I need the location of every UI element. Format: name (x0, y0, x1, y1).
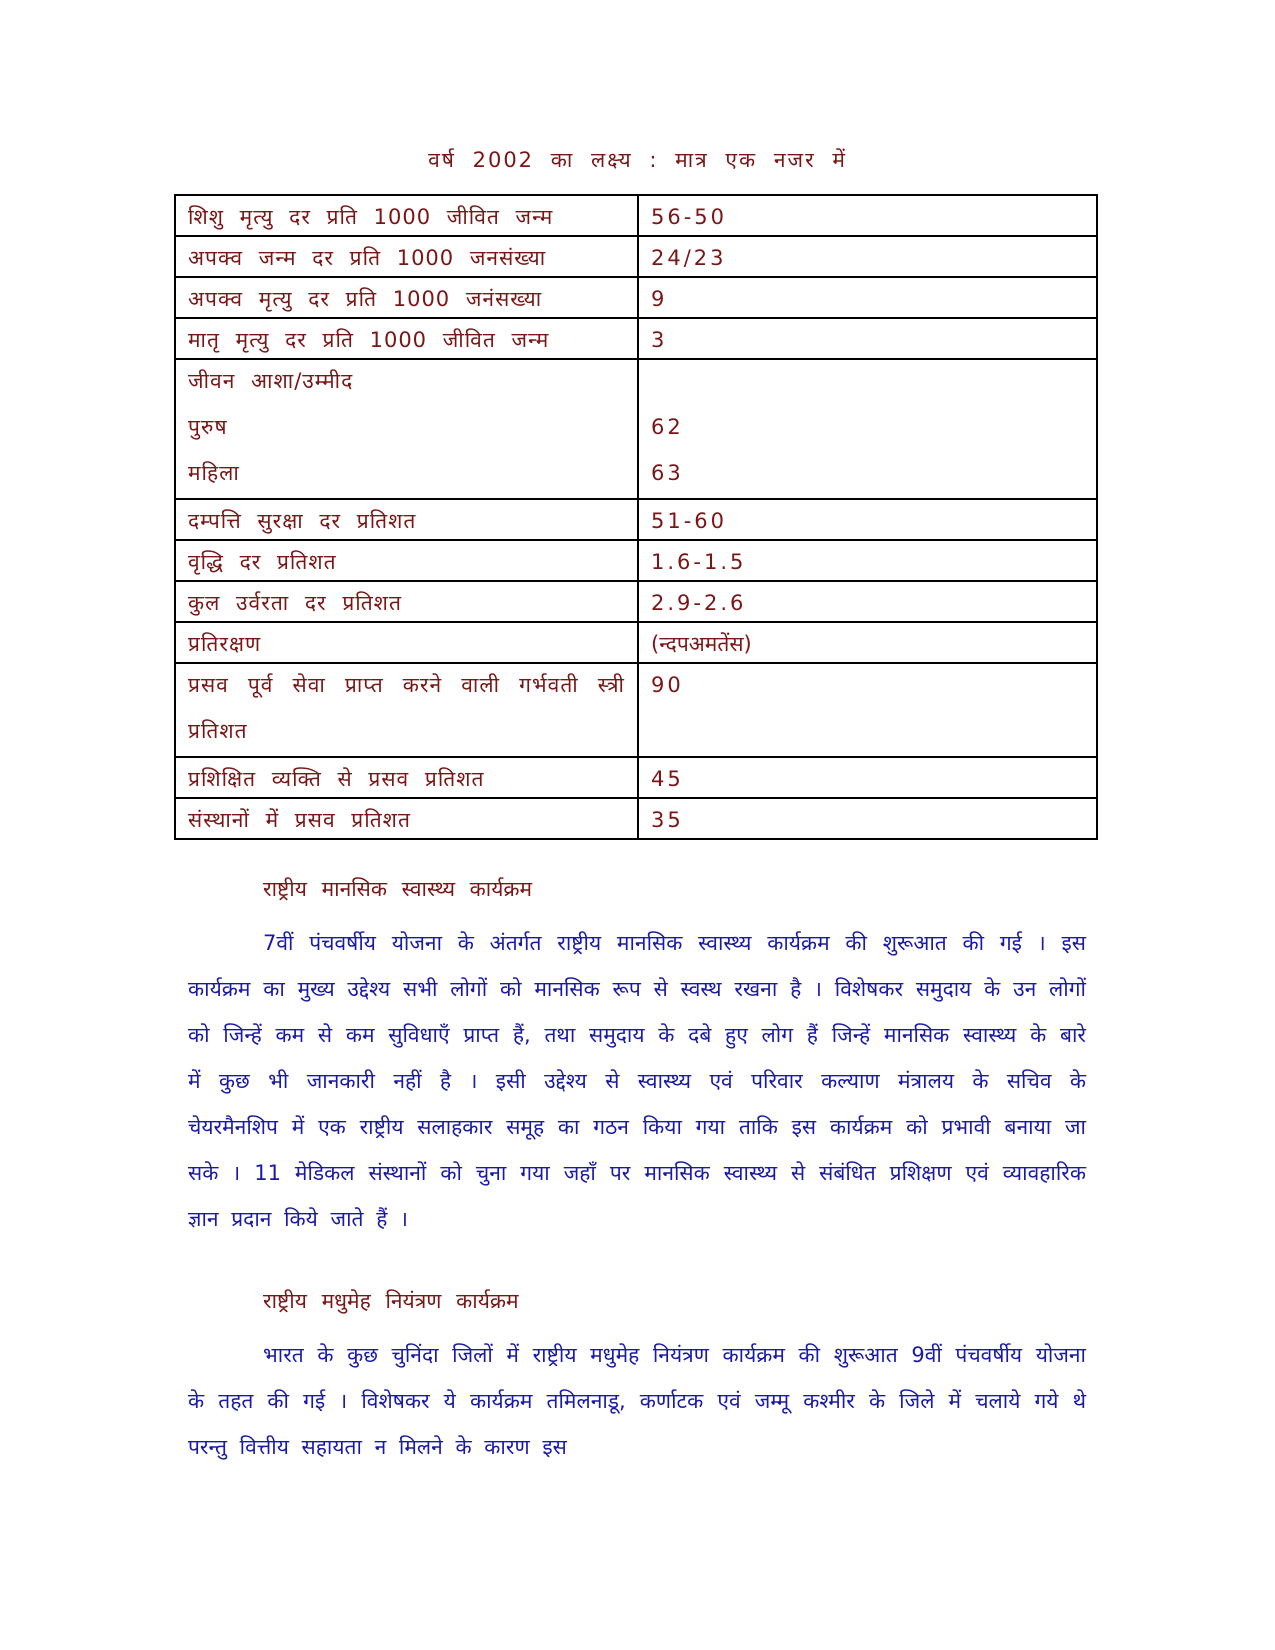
antenatal-value: 90 (638, 663, 1097, 757)
mental-health-heading: राष्ट्रीय मानसिक स्वास्थ्य कार्यक्रम (263, 877, 533, 901)
row-value: (न्दपअमतेंस) (638, 622, 1097, 663)
table-row (175, 318, 1097, 359)
row-label: कुल उर्वरता दर प्रतिशत (175, 581, 638, 622)
table-row-life-expectancy (175, 359, 1097, 499)
row-value: 56-50 (638, 195, 1097, 236)
row-value: 9 (638, 277, 1097, 318)
table-row (175, 622, 1097, 663)
row-label: दम्पत्ति सुरक्षा दर प्रतिशत (175, 499, 638, 540)
row-label: मातृ मृत्यु दर प्रति 1000 जीवित जन्म (175, 318, 638, 359)
row-label: वृद्धि दर प्रतिशत (175, 540, 638, 581)
table-row-antenatal (175, 663, 1097, 757)
male-value: 62 (651, 415, 684, 439)
row-value: 45 (638, 757, 1097, 798)
female-label: महिला (188, 461, 240, 485)
table-row (175, 236, 1097, 277)
targets-table (174, 194, 1098, 840)
table-row (175, 798, 1097, 839)
row-label: शिशु मृत्यु दर प्रति 1000 जीवित जन्म (175, 195, 638, 236)
table-row (175, 540, 1097, 581)
antenatal-label-text: प्रसव पूर्व सेवा प्राप्त करने वाली गर्भवती स्त्री प्रतिशत (188, 673, 625, 743)
row-value: 1.6-1.5 (638, 540, 1097, 581)
table-row (175, 277, 1097, 318)
antenatal-label (175, 663, 638, 757)
row-label: अपक्व मृत्यु दर प्रति 1000 जनंसख्या (175, 277, 638, 318)
table-row (175, 757, 1097, 798)
row-value: 2.9-2.6 (638, 581, 1097, 622)
row-value: 51-60 (638, 499, 1097, 540)
female-value: 63 (651, 461, 684, 485)
life-expectancy-values (638, 359, 1097, 499)
row-label: प्रतिरक्षण (175, 622, 638, 663)
mental-health-paragraph: 7वीं पंचवर्षीय योजना के अंतर्गत राष्ट्रीय मानसिक स्वास्थ्य कार्यक्रम की शुरूआत की गई । इस कार्यक्रम का मुख्य उद्देश्य सभी लोगों को मानसिक रूप से स्वस्थ रखना है । विशेषकर समुदाय के उन लोगों को जिन्हें कम से कम सुविधाएँ प्राप्त हैं, तथा समुदाय के दबे हुए लोग हैं जिन्हें मानसिक स्वास्थ्य के बारे में कुछ भी जानकारी नहीं है । इसी उद्देश्य से स्वास्थ्य एवं परिवार कल्याण मंत्रालय के सचिव के चेयरमैनशिप में एक राष्ट्रीय सलाहकार समूह का गठन किया गया ताकि इस कार्यक्रम को प्रभावी बनाया जा सके । 11 मेडिकल संस्थानों को चुना गया जहाँ पर मानसिक स्वास्थ्य से संबंधित प्रशिक्षण एवं व्यावहारिक ज्ञान प्रदान किये जाते हैं । (188, 931, 1086, 1231)
table-row (175, 195, 1097, 236)
life-expectancy-label: जीवन आशा/उम्मीद (188, 369, 354, 393)
table-row (175, 499, 1097, 540)
male-label: पुरुष (188, 415, 228, 439)
row-value: 3 (638, 318, 1097, 359)
table-row (175, 581, 1097, 622)
diabetes-paragraph: भारत के कुछ चुनिंदा जिलों में राष्ट्रीय मधुमेह नियंत्रण कार्यक्रम की शुरूआत 9वीं पंचवर्षीय योजना के तहत की गई । विशेषकर ये कार्यक्रम तमिलनाडू, कर्णाटक एवं जम्मू कश्मीर के जिले में चलाये गये थे परन्तु वित्तीय सहायता न मिलने के कारण इस (188, 1343, 1086, 1459)
row-label: प्रशिक्षित व्यक्ति से प्रसव प्रतिशत (175, 757, 638, 798)
row-value: 24/23 (638, 236, 1097, 277)
page-title: वर्ष 2002 का लक्ष्य : मात्र एक नजर में (428, 148, 847, 172)
diabetes-heading: राष्ट्रीय मधुमेह नियंत्रण कार्यक्रम (263, 1289, 519, 1313)
life-expectancy-labels (175, 359, 638, 499)
row-label: संस्थानों में प्रसव प्रतिशत (175, 798, 638, 839)
row-value: 35 (638, 798, 1097, 839)
row-label: अपक्व जन्म दर प्रति 1000 जनसंख्या (175, 236, 638, 277)
